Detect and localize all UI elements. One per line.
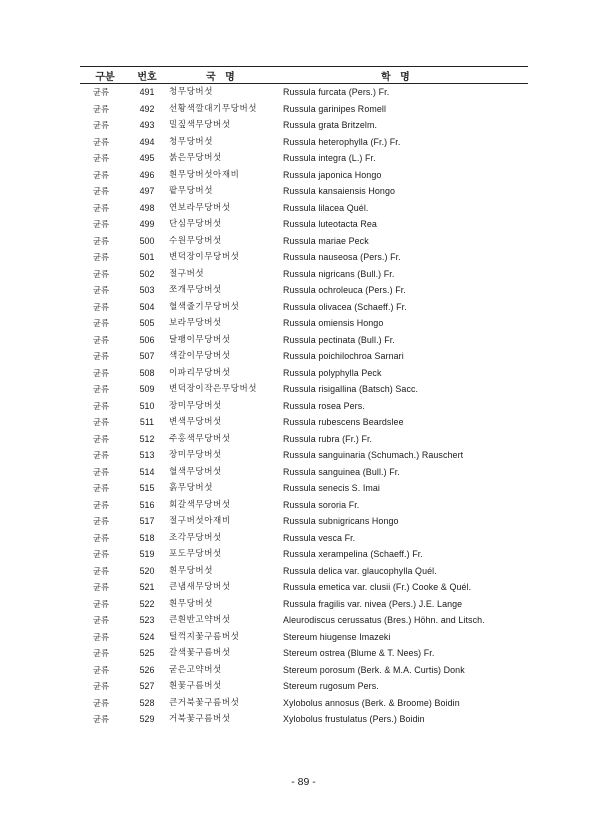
cell-scientific-name: Russula fragilis var. nivea (Pers.) J.E. Lange (283, 598, 463, 609)
cell-scientific-name: Stereum porosum (Berk. & M.A. Curtis) Donk (283, 664, 465, 675)
cell-korean-name: 보라무당버섯 (169, 318, 222, 328)
cell-korean-name: 변덕장이무당버섯 (169, 252, 240, 262)
table-row (80, 414, 528, 431)
cell-category: 균류 (92, 648, 110, 658)
cell-scientific-name: Stereum hiugense Imazeki (283, 631, 391, 642)
table-row (80, 678, 528, 695)
cell-number: 491 (139, 87, 155, 97)
table-body (80, 84, 528, 728)
table-row (80, 249, 528, 266)
cell-number: 519 (139, 549, 155, 559)
cell-korean-name: 팥무당버섯 (169, 186, 214, 196)
cell-number: 506 (139, 334, 155, 345)
cell-korean-name: 연보라무당버섯 (169, 202, 231, 213)
cell-scientific-name: Russula rosea Pers. (283, 400, 365, 411)
table-row (80, 150, 528, 167)
table-row (80, 629, 528, 646)
cell-korean-name: 청무당버섯 (169, 87, 214, 97)
cell-korean-name: 변색무당버섯 (169, 417, 222, 427)
cell-category: 균류 (92, 483, 110, 493)
cell-category: 균류 (92, 714, 110, 724)
cell-scientific-name: Russula rubescens Beardslee (283, 417, 404, 427)
cell-category: 균류 (92, 400, 110, 411)
cell-korean-name: 주홍색무당버섯 (169, 433, 231, 444)
header-korean-name: 국 명 (164, 67, 283, 84)
table-row (80, 530, 528, 547)
cell-category: 균류 (92, 450, 110, 460)
cell-category: 균류 (92, 318, 110, 328)
cell-korean-name: 회갈색무당버섯 (169, 499, 231, 510)
cell-korean-name: 흰꽃구름버섯 (169, 681, 222, 691)
table-header (80, 67, 528, 84)
cell-korean-name: 혈색줄기무당버섯 (169, 301, 240, 312)
table-row (80, 381, 528, 398)
cell-number: 505 (139, 318, 155, 328)
cell-korean-name: 단심무당버섯 (169, 219, 222, 229)
cell-korean-name: 흰무당버섯 (169, 598, 214, 609)
table-row (80, 431, 528, 448)
cell-scientific-name: Russula sororia Fr. (283, 499, 360, 510)
cell-scientific-name: Russula grata Britzelm. (283, 120, 378, 130)
cell-korean-name: 밀짚색무당버섯 (169, 120, 231, 130)
table-row (80, 579, 528, 596)
table-row (80, 546, 528, 563)
table-row (80, 365, 528, 382)
cell-scientific-name: Xylobolus frustulatus (Pers.) Boidin (283, 714, 425, 724)
cell-scientific-name: Russula omiensis Hongo (283, 318, 384, 328)
table-row (80, 84, 528, 101)
table-row (80, 480, 528, 497)
cell-korean-name: 털꺽지꽃구름버섯 (169, 631, 240, 642)
table-row (80, 299, 528, 316)
table-row (80, 332, 528, 349)
cell-category: 균류 (92, 252, 110, 262)
cell-category: 균류 (92, 103, 110, 114)
cell-category: 균류 (92, 219, 110, 229)
table-row (80, 563, 528, 580)
cell-scientific-name: Russula lilacea Quél. (283, 202, 369, 213)
cell-korean-name: 색갈이무당버섯 (169, 351, 231, 361)
cell-number: 500 (139, 235, 155, 246)
cell-korean-name: 쪼개무당버섯 (169, 285, 222, 295)
cell-scientific-name: Russula vesca Fr. (283, 532, 356, 543)
cell-scientific-name: Russula japonica Hongo (283, 169, 382, 180)
cell-korean-name: 장미무당버섯 (169, 400, 222, 411)
cell-number: 516 (139, 499, 155, 510)
table-row (80, 134, 528, 151)
cell-category: 균류 (92, 186, 110, 196)
cell-category: 균류 (92, 136, 110, 147)
cell-number: 514 (139, 466, 155, 477)
cell-korean-name: 굳은고약버섯 (169, 664, 222, 675)
cell-category: 균류 (92, 235, 110, 246)
cell-scientific-name: Russula senecis S. Imai (283, 483, 381, 493)
table-row (80, 315, 528, 332)
cell-number: 525 (139, 648, 155, 658)
table-row (80, 497, 528, 514)
cell-category: 균류 (92, 153, 110, 163)
cell-number: 527 (139, 681, 155, 691)
cell-korean-name: 큰거북꽃구름버섯 (169, 697, 240, 708)
cell-number: 515 (139, 483, 155, 493)
cell-category: 균류 (92, 285, 110, 295)
cell-scientific-name: Russula sanguinea (Bull.) Fr. (283, 466, 400, 477)
table-row (80, 645, 528, 662)
cell-number: 502 (139, 268, 155, 279)
cell-category: 균류 (92, 565, 110, 576)
cell-korean-name: 절구버섯 (169, 268, 205, 279)
cell-scientific-name: Russula ochroleuca (Pers.) Fr. (283, 285, 406, 295)
cell-category: 균류 (92, 87, 110, 97)
cell-korean-name: 변덕장이작은무당버섯 (169, 384, 258, 394)
cell-number: 494 (139, 136, 155, 147)
cell-category: 균류 (92, 301, 110, 312)
cell-number: 508 (139, 367, 155, 378)
cell-category: 균류 (92, 697, 110, 708)
cell-number: 492 (139, 103, 155, 114)
cell-scientific-name: Russula luteotacta Rea (283, 219, 377, 229)
cell-number: 529 (139, 714, 155, 724)
table-row (80, 167, 528, 184)
cell-category: 균류 (92, 598, 110, 609)
cell-number: 511 (139, 417, 155, 427)
cell-number: 495 (139, 153, 155, 163)
table-row (80, 447, 528, 464)
cell-scientific-name: Stereum rugosum Pers. (283, 681, 379, 691)
cell-korean-name: 혈색무당버섯 (169, 466, 222, 477)
cell-number: 517 (139, 516, 155, 526)
cell-korean-name: 흰무당버섯아재비 (169, 169, 240, 180)
cell-number: 510 (139, 400, 155, 411)
cell-scientific-name: Russula emetica var. clusii (Fr.) Cooke & Quél. (283, 582, 472, 592)
cell-scientific-name: Russula xerampelina (Schaeff.) Fr. (283, 549, 423, 559)
cell-number: 521 (139, 582, 155, 592)
table-row (80, 117, 528, 134)
cell-category: 균류 (92, 631, 110, 642)
page-number: - 89 - (291, 776, 316, 788)
cell-category: 균류 (92, 417, 110, 427)
cell-scientific-name: Aleurodiscus cerussatus (Bres.) Höhn. and Litsch. (283, 615, 485, 625)
cell-scientific-name: Russula delica var. glaucophylla Quél. (283, 565, 437, 576)
cell-number: 499 (139, 219, 155, 229)
cell-category: 균류 (92, 466, 110, 477)
cell-category: 균류 (92, 516, 110, 526)
cell-korean-name: 선황색깔대기무당버섯 (169, 103, 258, 114)
cell-scientific-name: Russula pectinata (Bull.) Fr. (283, 334, 395, 345)
cell-number: 498 (139, 202, 155, 213)
cell-number: 493 (139, 120, 155, 130)
header-row (80, 67, 528, 84)
table-row (80, 348, 528, 365)
header-category: 구분 (80, 67, 130, 84)
table-row (80, 233, 528, 250)
cell-scientific-name: Russula polyphylla Peck (283, 367, 382, 378)
cell-category: 균류 (92, 384, 110, 394)
cell-scientific-name: Xylobolus annosus (Berk. & Broome) Boidin (283, 697, 460, 708)
cell-scientific-name: Russula rubra (Fr.) Fr. (283, 433, 373, 444)
cell-category: 균류 (92, 202, 110, 213)
cell-category: 균류 (92, 334, 110, 345)
cell-korean-name: 달팽이무당버섯 (169, 334, 231, 345)
table-row (80, 101, 528, 118)
cell-scientific-name: Russula integra (L.) Fr. (283, 153, 376, 163)
cell-scientific-name: Russula poichilochroa Sarnari (283, 351, 404, 361)
table-row (80, 282, 528, 299)
cell-number: 507 (139, 351, 155, 361)
cell-number: 496 (139, 169, 155, 180)
cell-korean-name: 청무당버섯 (169, 136, 214, 147)
cell-number: 526 (139, 664, 155, 675)
cell-scientific-name: Russula kansaiensis Hongo (283, 186, 396, 196)
cell-number: 523 (139, 615, 155, 625)
cell-korean-name: 갈색꽃구름버섯 (169, 648, 231, 658)
cell-category: 균류 (92, 433, 110, 444)
cell-scientific-name: Russula heterophylla (Fr.) Fr. (283, 136, 401, 147)
cell-scientific-name: Russula furcata (Pers.) Fr. (283, 87, 390, 97)
species-table (80, 66, 528, 728)
table-row (80, 662, 528, 679)
cell-korean-name: 붉은무당버섯 (169, 153, 222, 163)
table-row (80, 464, 528, 481)
cell-korean-name: 장미무당버섯 (169, 450, 222, 460)
cell-category: 균류 (92, 268, 110, 279)
cell-scientific-name: Russula garinipes Romell (283, 103, 387, 114)
cell-scientific-name: Russula mariae Peck (283, 235, 369, 246)
table-row (80, 266, 528, 283)
cell-number: 504 (139, 301, 155, 312)
table-row (80, 711, 528, 728)
cell-korean-name: 큰냄새무당버섯 (169, 582, 231, 592)
cell-number: 518 (139, 532, 155, 543)
table-row (80, 513, 528, 530)
table-row (80, 216, 528, 233)
cell-category: 균류 (92, 664, 110, 675)
cell-number: 501 (139, 252, 155, 262)
cell-scientific-name: Russula olivacea (Schaeff.) Fr. (283, 301, 407, 312)
cell-scientific-name: Russula nauseosa (Pers.) Fr. (283, 252, 401, 262)
cell-number: 497 (139, 186, 155, 196)
cell-korean-name: 큰흰반고약버섯 (169, 615, 231, 625)
cell-category: 균류 (92, 351, 110, 361)
table-row (80, 183, 528, 200)
cell-category: 균류 (92, 532, 110, 543)
header-number: 번호 (130, 67, 164, 84)
cell-number: 524 (139, 631, 155, 642)
cell-korean-name: 흰무당버섯 (169, 565, 214, 576)
cell-korean-name: 이파리무당버섯 (169, 367, 231, 378)
table-row (80, 200, 528, 217)
table-row (80, 596, 528, 613)
cell-korean-name: 조각무당버섯 (169, 532, 222, 543)
cell-category: 균류 (92, 549, 110, 559)
table-row (80, 612, 528, 629)
cell-scientific-name: Russula sanguinaria (Schumach.) Rauschert (283, 450, 464, 460)
cell-korean-name: 흙무당버섯 (169, 483, 214, 493)
cell-category: 균류 (92, 681, 110, 691)
cell-number: 513 (139, 450, 155, 460)
cell-korean-name: 절구버섯아재비 (169, 516, 231, 526)
cell-number: 503 (139, 285, 155, 295)
table-row (80, 695, 528, 712)
cell-category: 균류 (92, 615, 110, 625)
cell-number: 512 (139, 433, 155, 444)
cell-number: 520 (139, 565, 155, 576)
cell-number: 522 (139, 598, 155, 609)
cell-scientific-name: Russula nigricans (Bull.) Fr. (283, 268, 395, 279)
cell-scientific-name: Stereum ostrea (Blume & T. Nees) Fr. (283, 648, 435, 658)
cell-number: 509 (139, 384, 155, 394)
cell-korean-name: 포도무당버섯 (169, 549, 222, 559)
cell-category: 균류 (92, 120, 110, 130)
table-row (80, 398, 528, 415)
cell-number: 528 (139, 697, 155, 708)
cell-scientific-name: Russula risigallina (Batsch) Sacc. (283, 384, 419, 394)
cell-category: 균류 (92, 169, 110, 180)
cell-korean-name: 거북꽃구름버섯 (169, 714, 231, 724)
cell-category: 균류 (92, 367, 110, 378)
cell-korean-name: 수원무당버섯 (169, 235, 222, 246)
header-scientific-name: 학 명 (283, 67, 528, 84)
cell-scientific-name: Russula subnigricans Hongo (283, 516, 399, 526)
cell-category: 균류 (92, 582, 110, 592)
cell-category: 균류 (92, 499, 110, 510)
